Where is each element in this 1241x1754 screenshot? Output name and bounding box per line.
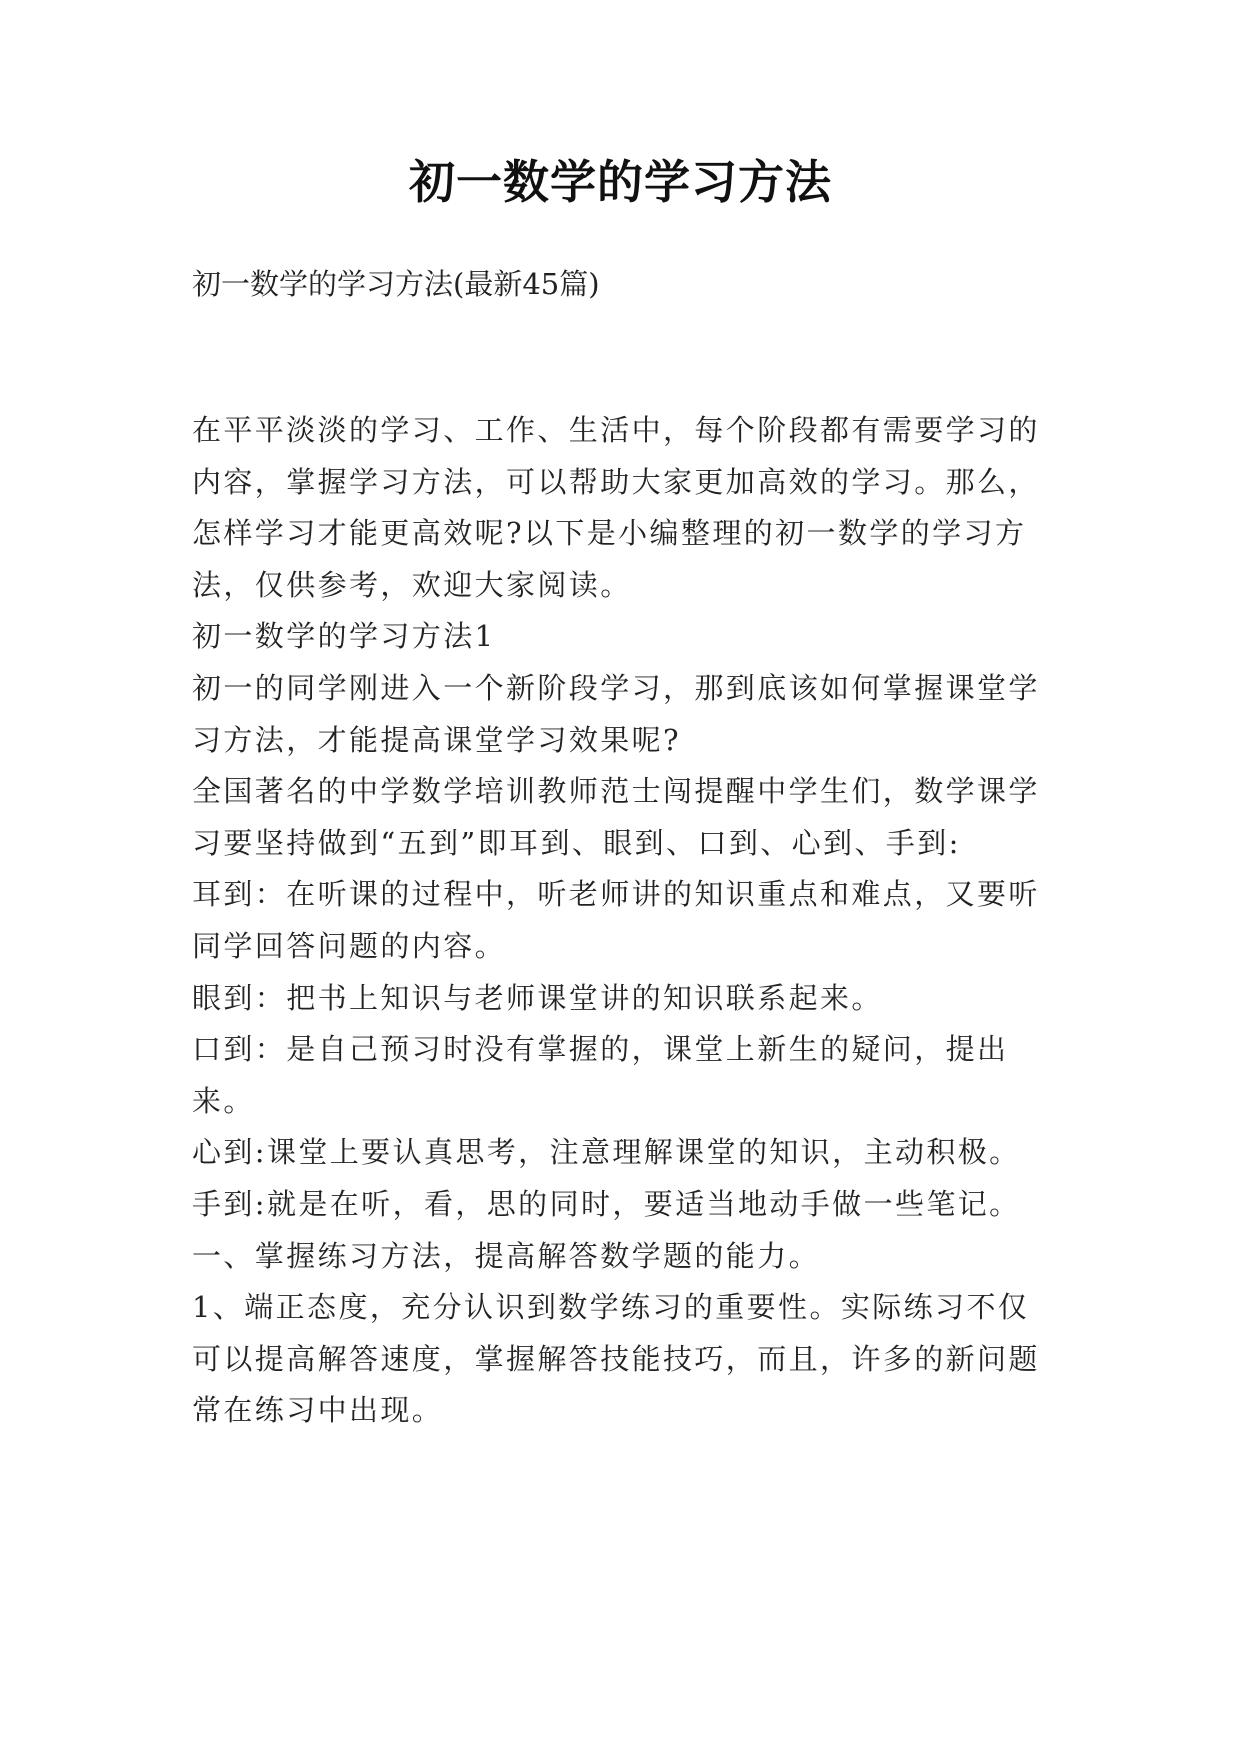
paragraph-eye: 眼到：把书上知识与老师课堂讲的知识联系起来。 — [192, 980, 883, 1015]
paragraph: 全国著名的中学数学培训教师范士闯提醒中学生们，数学课学习要坚持做到“五到”即耳到、眼到、口到、心到、手到: — [192, 774, 1040, 860]
document-title: 初一数学的学习方法 — [409, 155, 832, 209]
document-subtitle: 初一数学的学习方法(最新45篇) — [192, 267, 600, 301]
paragraph-hand: 手到:就是在听，看，思的同时，要适当地动手做一些笔记。 — [192, 1186, 1021, 1221]
paragraph-ear: 耳到：在听课的过程中，听老师讲的知识重点和难点，又要听同学回答问题的内容。 — [192, 877, 1040, 963]
section-heading: 初一数学的学习方法1 — [192, 619, 496, 654]
document-body — [192, 405, 1054, 1437]
paragraph-intro: 在平平淡淡的学习、工作、生活中，每个阶段都有需要学习的内容，掌握学习方法，可以帮助大家更加高效的学习。那么，怎样学习才能更高效呢?以下是小编整理的初一数学的学习方法，仅供参考，欢迎大家阅读。 — [192, 413, 1040, 602]
paragraph-mouth: 口到：是自己预习时没有掌握的，课堂上新生的疑问，提出来。 — [192, 1032, 1009, 1118]
paragraph-heart: 心到:课堂上要认真思考，注意理解课堂的知识，主动积极。 — [192, 1135, 1021, 1170]
section-heading: 一、掌握练习方法，提高解答数学题的能力。 — [192, 1238, 821, 1273]
paragraph: 初一的同学刚进入一个新阶段学习，那到底该如何掌握课堂学习方法，才能提高课堂学习效果呢? — [192, 670, 1040, 757]
paragraph: 1、端正态度，充分认识到数学练习的重要性。实际练习不仅可以提高解答速度，掌握解答技能技巧，而且，许多的新问题常在练习中出现。 — [192, 1290, 1040, 1428]
